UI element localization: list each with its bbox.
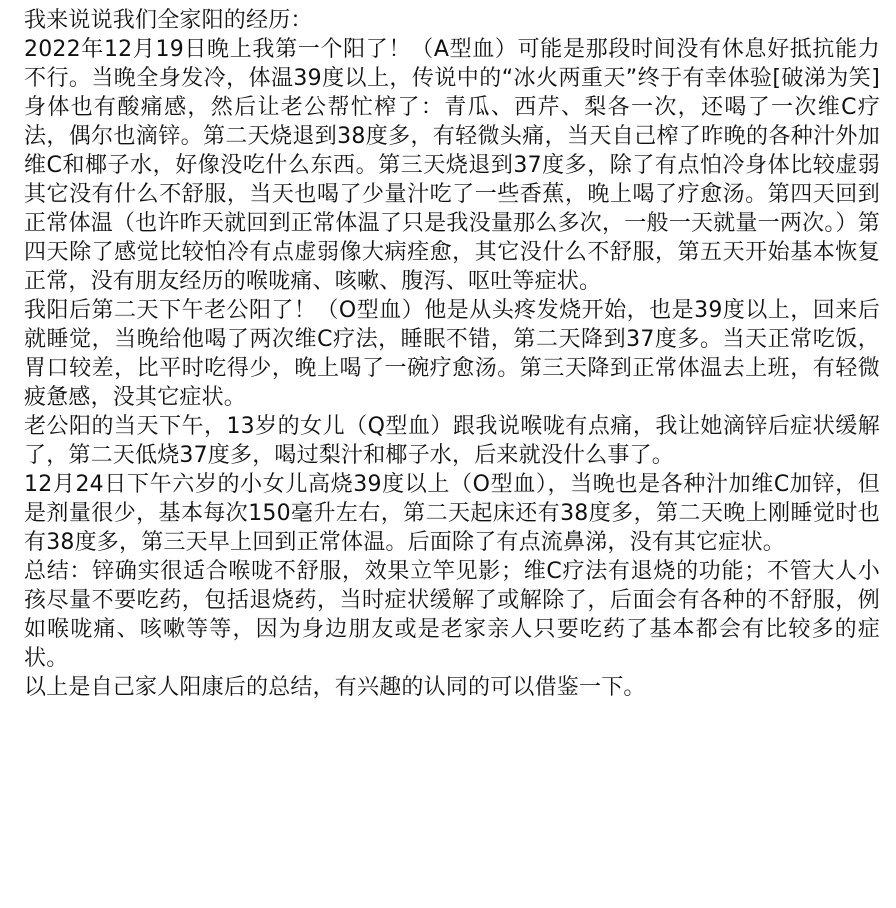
post-intro-line: 我来说说我们全家阳的经历： xyxy=(24,8,313,33)
paragraph-daughter-experience: 老公阳的当天下午，13岁的女儿（Q型血）跟我说喉咙有点痛，我让她滴锌后症状缓解了，第二天低烧37度多，喝过梨汁和椰子水，后来就没什么事了。 xyxy=(24,414,880,468)
paragraph-husband-experience: 我阳后第二天下午老公阳了！（O型血）他是从头疼发烧开始，也是39度以上，回来后就睡觉，当晚给他喝了两次维C疗法，睡眠不错，第二天降到37度多。当天正常吃饭，胃口较差，比平时吃得少，晚上喝了一碗疗愈汤。第三天降到正常体温去上班，有轻微疲惫感，没其它症状。 xyxy=(24,298,880,410)
paragraph-younger-daughter-experience: 12月24日下午六岁的小女儿高烧39度以上（O型血），当晚也是各种汁加维C加锌，但是剂量很少，基本每次150毫升左右，第二天起床还有38度多，第二天晚上刚睡觉时也有38度多，第三天早上回到正常体温。后面除了有点流鼻涕，没有其它症状。 xyxy=(24,472,880,555)
paragraph-self-experience: 2022年12月19日晚上我第一个阳了！（A型血）可能是那段时间没有休息好抵抗能力不行。当晚全身发冷，体温39度以上，传说中的“冰火两重天”终于有幸体验[破涕为笑]身体也有酸痛感，然后让老公帮忙榨了：青瓜、西芹、梨各一次，还喝了一次维C疗法，偶尔也滴锌。第二天烧退到38度多，有轻微头痛，当天自己榨了昨晚的各种汁外加维C和椰子水，好像没吃什么东西。第三天烧退到37度多，除了有点怕冷身体比较虚弱其它没有什么不舒服，当天也喝了少量汁吃了一些香蕉，晚上喝了疗愈汤。第四天回到正常体温（也许昨天就回到正常体温了只是我没量那么多次，一般一天就量一两次。）第四天除了感觉比较怕冷有点虚弱像大病痊愈，其它没什么不舒服，第五天开始基本恢复正常，没有朋友经历的喉咙痛、咳嗽、腹泻、呕吐等症状。 xyxy=(24,37,880,294)
paragraph-closing: 以上是自己家人阳康后的总结，有兴趣的认同的可以借鉴一下。 xyxy=(24,675,646,700)
paragraph-summary: 总结：锌确实很适合喉咙不舒服，效果立竿见影；维C疗法有退烧的功能；不管大人小孩尽量不要吃药，包括退烧药，当时症状缓解了或解除了，后面会有各种的不舒服，例如喉咙痛、咳嗽等等，因为身边朋友或是老家亲人只要吃药了基本都会有比较多的症状。 xyxy=(24,559,880,671)
post-body xyxy=(24,6,880,702)
